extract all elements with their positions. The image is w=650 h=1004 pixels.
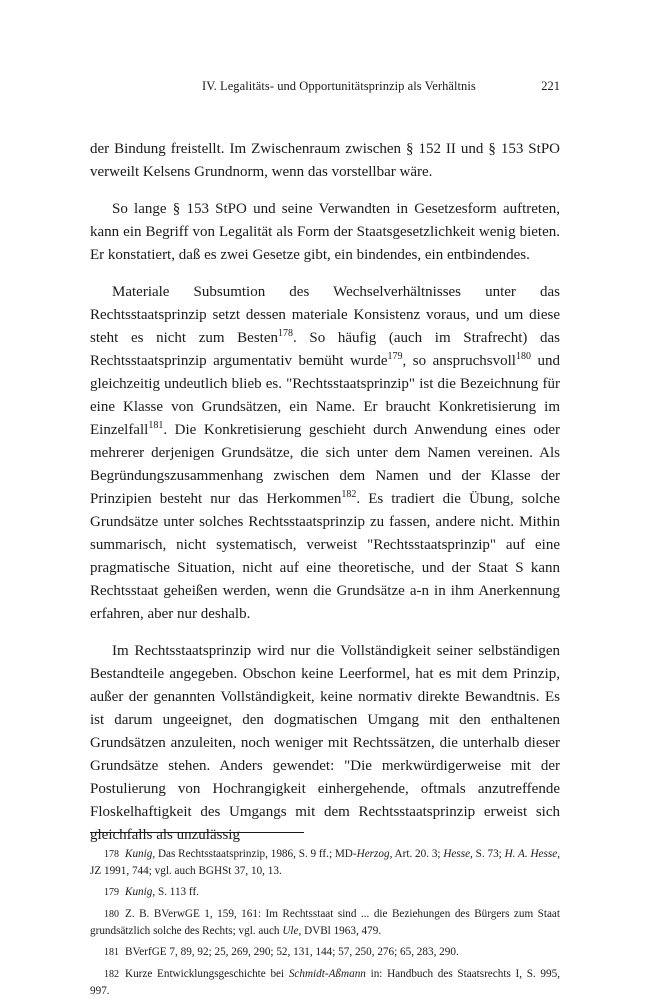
footnote-author: Kunig, <box>125 886 156 898</box>
footnote-text: Das Rechtsstaatsprinzip, 1986, S. 9 ff.; MD- <box>155 848 357 860</box>
footnote-text: JZ 1991, 744; vgl. auch BGHSt 37, 10, 13. <box>90 865 282 877</box>
footnote-179 <box>90 884 560 901</box>
paragraph-3-text: und gleichzeitig undeutlich blieb es. "Rechtsstaatsprinzip" ist die Bezeichnung für eine Klasse von Grundsätzen, ein Name. Er braucht Konkretisierung im Einzelfall <box>90 353 560 438</box>
paragraph-1: der Bindung freistellt. Im Zwischenraum zwischen § 152 II und § 153 StPO verweilt Kelsens Grundnorm, wenn das vorstellbar wäre. <box>90 141 560 180</box>
footnote-number: 178 <box>104 849 119 860</box>
footnote-ref-180[interactable]: 180 <box>515 351 531 362</box>
footnote-text: Art. 20. 3; <box>392 848 444 860</box>
footnote-text: BVerfGE 7, 89, 92; 25, 269, 290; 52, 131, 144; 57, 250, 276; 65, 283, 290. <box>125 946 459 958</box>
footnote-181 <box>90 944 560 961</box>
footnote-rule <box>90 832 304 833</box>
footnote-author: H. A. Hesse, <box>504 848 560 860</box>
paragraph-2: So lange § 153 StPO und seine Verwandten in Gesetzesform auftreten, kann ein Begriff von Legalität als Form der Staatsgesetzlichkeit wenig bieten. Er konstatiert, daß es zwei Gesetze gibt, ein bindendes, ein entbindendes. <box>90 201 560 263</box>
footnote-text: S. 113 ff. <box>155 886 199 898</box>
paragraph-3 <box>90 281 560 626</box>
footnote-text: Z. B. BVerwGE 1, 159, 161: Im Rechtsstaat sind ... die Beziehungen des Bürgers zum Staat grundsätzlich solche des Rechts; vgl. auch <box>90 908 560 937</box>
footnote-ref-182[interactable]: 182 <box>341 489 357 500</box>
footnote-number: 179 <box>104 887 119 898</box>
footnotes <box>90 846 560 1004</box>
footnote-182 <box>90 966 560 999</box>
footnote-text: DVBl 1963, 479. <box>301 925 382 937</box>
footnote-author: Hesse, <box>443 848 473 860</box>
page <box>90 78 560 861</box>
body-text <box>90 138 560 847</box>
footnote-text: Kurze Entwicklungsgeschichte bei <box>125 968 289 980</box>
footnote-text: S. 73; <box>472 848 505 860</box>
footnote-ref-179[interactable]: 179 <box>387 351 403 362</box>
footnote-ref-178[interactable]: 178 <box>278 328 294 339</box>
footnote-author: Schmidt-Aßmann <box>288 968 366 980</box>
footnote-number: 182 <box>104 969 119 980</box>
footnote-number: 180 <box>104 909 119 920</box>
footnote-180 <box>90 906 560 939</box>
footnote-author: Herzog, <box>356 848 393 860</box>
paragraph-3-text: . So häufig (auch im Strafrecht) das Rechtsstaatsprinzip argumentativ bemüht wurde <box>90 330 561 369</box>
paragraph-3-text: . Die Konkretisierung geschieht durch Anwendung eines oder mehrerer derjenigen Grundsätze, die sich unter dem Namen vereinen. Als Begründungszusammenhang zwischen dem Namen und der Klasse der Prinzipien besteht nur das Herkommen <box>90 422 560 507</box>
footnote-text: in: Handbuch des Staatsrechts I, S. 995, 997. <box>90 968 560 997</box>
footnote-ref-181[interactable]: 181 <box>148 420 164 431</box>
paragraph-3-text: Materiale Subsumtion des Wechselverhältnisses unter das Rechtsstaatsprinzip setzt dessen materiale Konsistenz voraus, und um diese steht es nicht zum Besten <box>90 284 560 346</box>
footnote-author: Ule, <box>282 925 302 937</box>
paragraph-3-text: , so anspruchsvoll <box>402 353 516 369</box>
paragraph-4: Im Rechtsstaatsprinzip wird nur die Vollständigkeit seiner selbständigen Bestandteile angegeben. Obschon keine Leerformel, hat es mit dem Prinzip, außer der genannten Vollständigkeit, keine normativ direkte Bewandtnis. Es ist darum ungeeignet, den dogmatischen Umgang mit den enthaltenen Grundsätzen anzuleiten, noch weniger mit Rechtssätzen, die unterhalb dieser Grundsätze stehen. Anders gewendet: "Die merkwürdigerweise mit der Postulierung von Hochrangigkeit einhergehende, oftmals anzutreffende Floskelhaftigkeit des Umgangs mit dem Rechtsstaatsprinzip erweist sich gleichfalls als unzulässig <box>90 643 560 843</box>
running-head <box>90 78 560 94</box>
page-number: 221 <box>541 79 560 93</box>
footnote-author: Kunig, <box>125 848 156 860</box>
footnote-178 <box>90 846 560 879</box>
footnote-number: 181 <box>104 947 119 958</box>
running-title: IV. Legalitäts- und Opportunitätsprinzip als Verhältnis <box>202 79 476 93</box>
paragraph-3-text: . Es tradiert die Übung, solche Grundsätze unter solches Rechtsstaatsprinzip zu fassen, andere nicht. Mithin summarisch, nicht systematisch, verweist "Rechtsstaatsprinzip" auf eine pragmatische Situation, nicht auf eine theoretische, und der Staat S kann Rechtsstaat geheißen werden, wenn die Grundsätze a-n in ihm Anerkennung erfahren, aber nur deshalb. <box>90 491 560 622</box>
